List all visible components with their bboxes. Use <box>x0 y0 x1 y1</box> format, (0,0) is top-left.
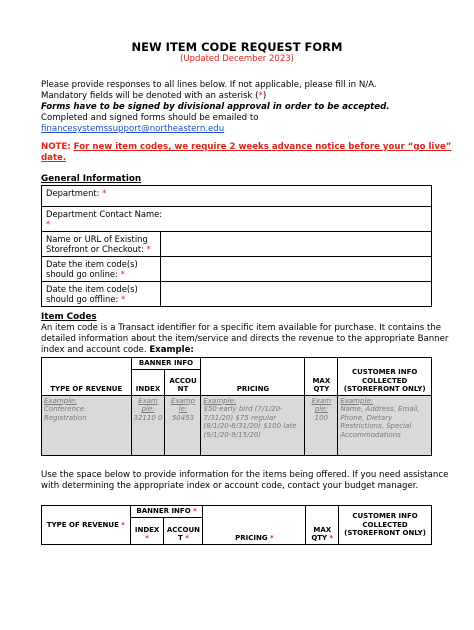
table-row <box>42 395 432 455</box>
form-title: NEW ITEM CODE REQUEST FORM <box>131 40 343 54</box>
form-subtitle: (Updated December 2023) <box>180 54 294 64</box>
department-field[interactable]: Department: * <box>42 186 432 207</box>
general-info-table <box>41 185 432 307</box>
instructions <box>41 80 441 135</box>
col-customer: CUSTOMER INFO COLLECTED (STOREFRONT ONLY) <box>339 506 432 545</box>
example-account: Examp le: 50453 <box>165 395 201 455</box>
col-qty: MAX QTY <box>305 358 338 396</box>
storefront-value[interactable] <box>161 232 432 257</box>
items-instructions: Use the space below to provide information for the items being offered. If you need assistance with determining the appropriate index or account code, contact your budget manager. <box>41 470 449 491</box>
table-row <box>42 186 432 207</box>
note-text: For new item codes, we require 2 weeks advance notice before your “go live” date. <box>41 142 452 163</box>
support-email-link[interactable]: financesystemssupport@northeastern.edu <box>41 124 225 134</box>
col-account: ACCOUN T * <box>164 517 203 544</box>
col-customer: CUSTOMER INFO COLLECTED (STOREFRONT ONLY) <box>338 358 432 396</box>
col-pricing: PRICING * <box>203 506 306 545</box>
col-qty: MAX QTY * <box>306 506 339 545</box>
col-type: TYPE OF REVENUE * <box>42 506 131 545</box>
table-row <box>42 232 432 257</box>
advance-notice <box>41 142 461 164</box>
table-row <box>42 358 432 370</box>
example-pricing: Example: $50 early bird (7/1/20-7/31/20) $75 regular (8/1/20-8/31/20) $100 late (9/1/20-9/15/20) <box>201 395 305 455</box>
storefront-label: Name or URL of Existing Storefront or Checkout: * <box>42 232 161 257</box>
example-index: Exam ple: 32110 0 <box>131 395 165 455</box>
instruction-line: Completed and signed forms should be emailed to <box>41 113 259 123</box>
col-type: TYPE OF REVENUE <box>42 358 132 396</box>
example-type: Example: Conference Registration <box>42 395 132 455</box>
table-row <box>42 506 432 518</box>
col-banner-info: BANNER INFO * <box>130 506 203 518</box>
table-row <box>42 257 432 282</box>
table-row <box>42 207 432 232</box>
item-codes-description: An item code is a Transact identifier for a specific item available for purchase. It contains the detailed information about the item/service and directs the revenue to the appropriate Banner index and account code. Example: <box>41 323 449 355</box>
col-index: INDEX <box>131 369 165 395</box>
example-item-table <box>41 357 432 456</box>
online-date-value[interactable] <box>161 257 432 282</box>
online-date-label: Date the item code(s) should go online: * <box>42 257 161 282</box>
item-codes-heading: Item Codes <box>41 312 97 322</box>
signature-requirement: Forms have to be signed by divisional approval in order to be accepted. <box>41 102 390 112</box>
col-account: ACCOU NT <box>165 369 201 395</box>
col-index: INDEX * <box>130 517 164 544</box>
contact-name-field[interactable]: Department Contact Name: * <box>42 207 432 232</box>
general-info-heading: General Information <box>41 174 142 184</box>
table-row <box>42 282 432 307</box>
col-pricing: PRICING <box>201 358 305 396</box>
items-entry-table <box>41 505 432 545</box>
example-customer: Example: Name, Address, Email, Phone, Dietary Restrictions, Special Accommodations <box>338 395 432 455</box>
example-qty: Exam ple: 100 <box>305 395 338 455</box>
offline-date-value[interactable] <box>161 282 432 307</box>
instruction-line: Mandatory fields will be denoted with an asterisk (*) <box>41 91 267 101</box>
offline-date-label: Date the item code(s) should go offline: * <box>42 282 161 307</box>
col-banner-info: BANNER INFO <box>131 358 201 370</box>
instruction-line: Please provide responses to all lines below. If not applicable, please fill in N/A. <box>41 80 377 90</box>
note-label: NOTE: <box>41 142 71 152</box>
